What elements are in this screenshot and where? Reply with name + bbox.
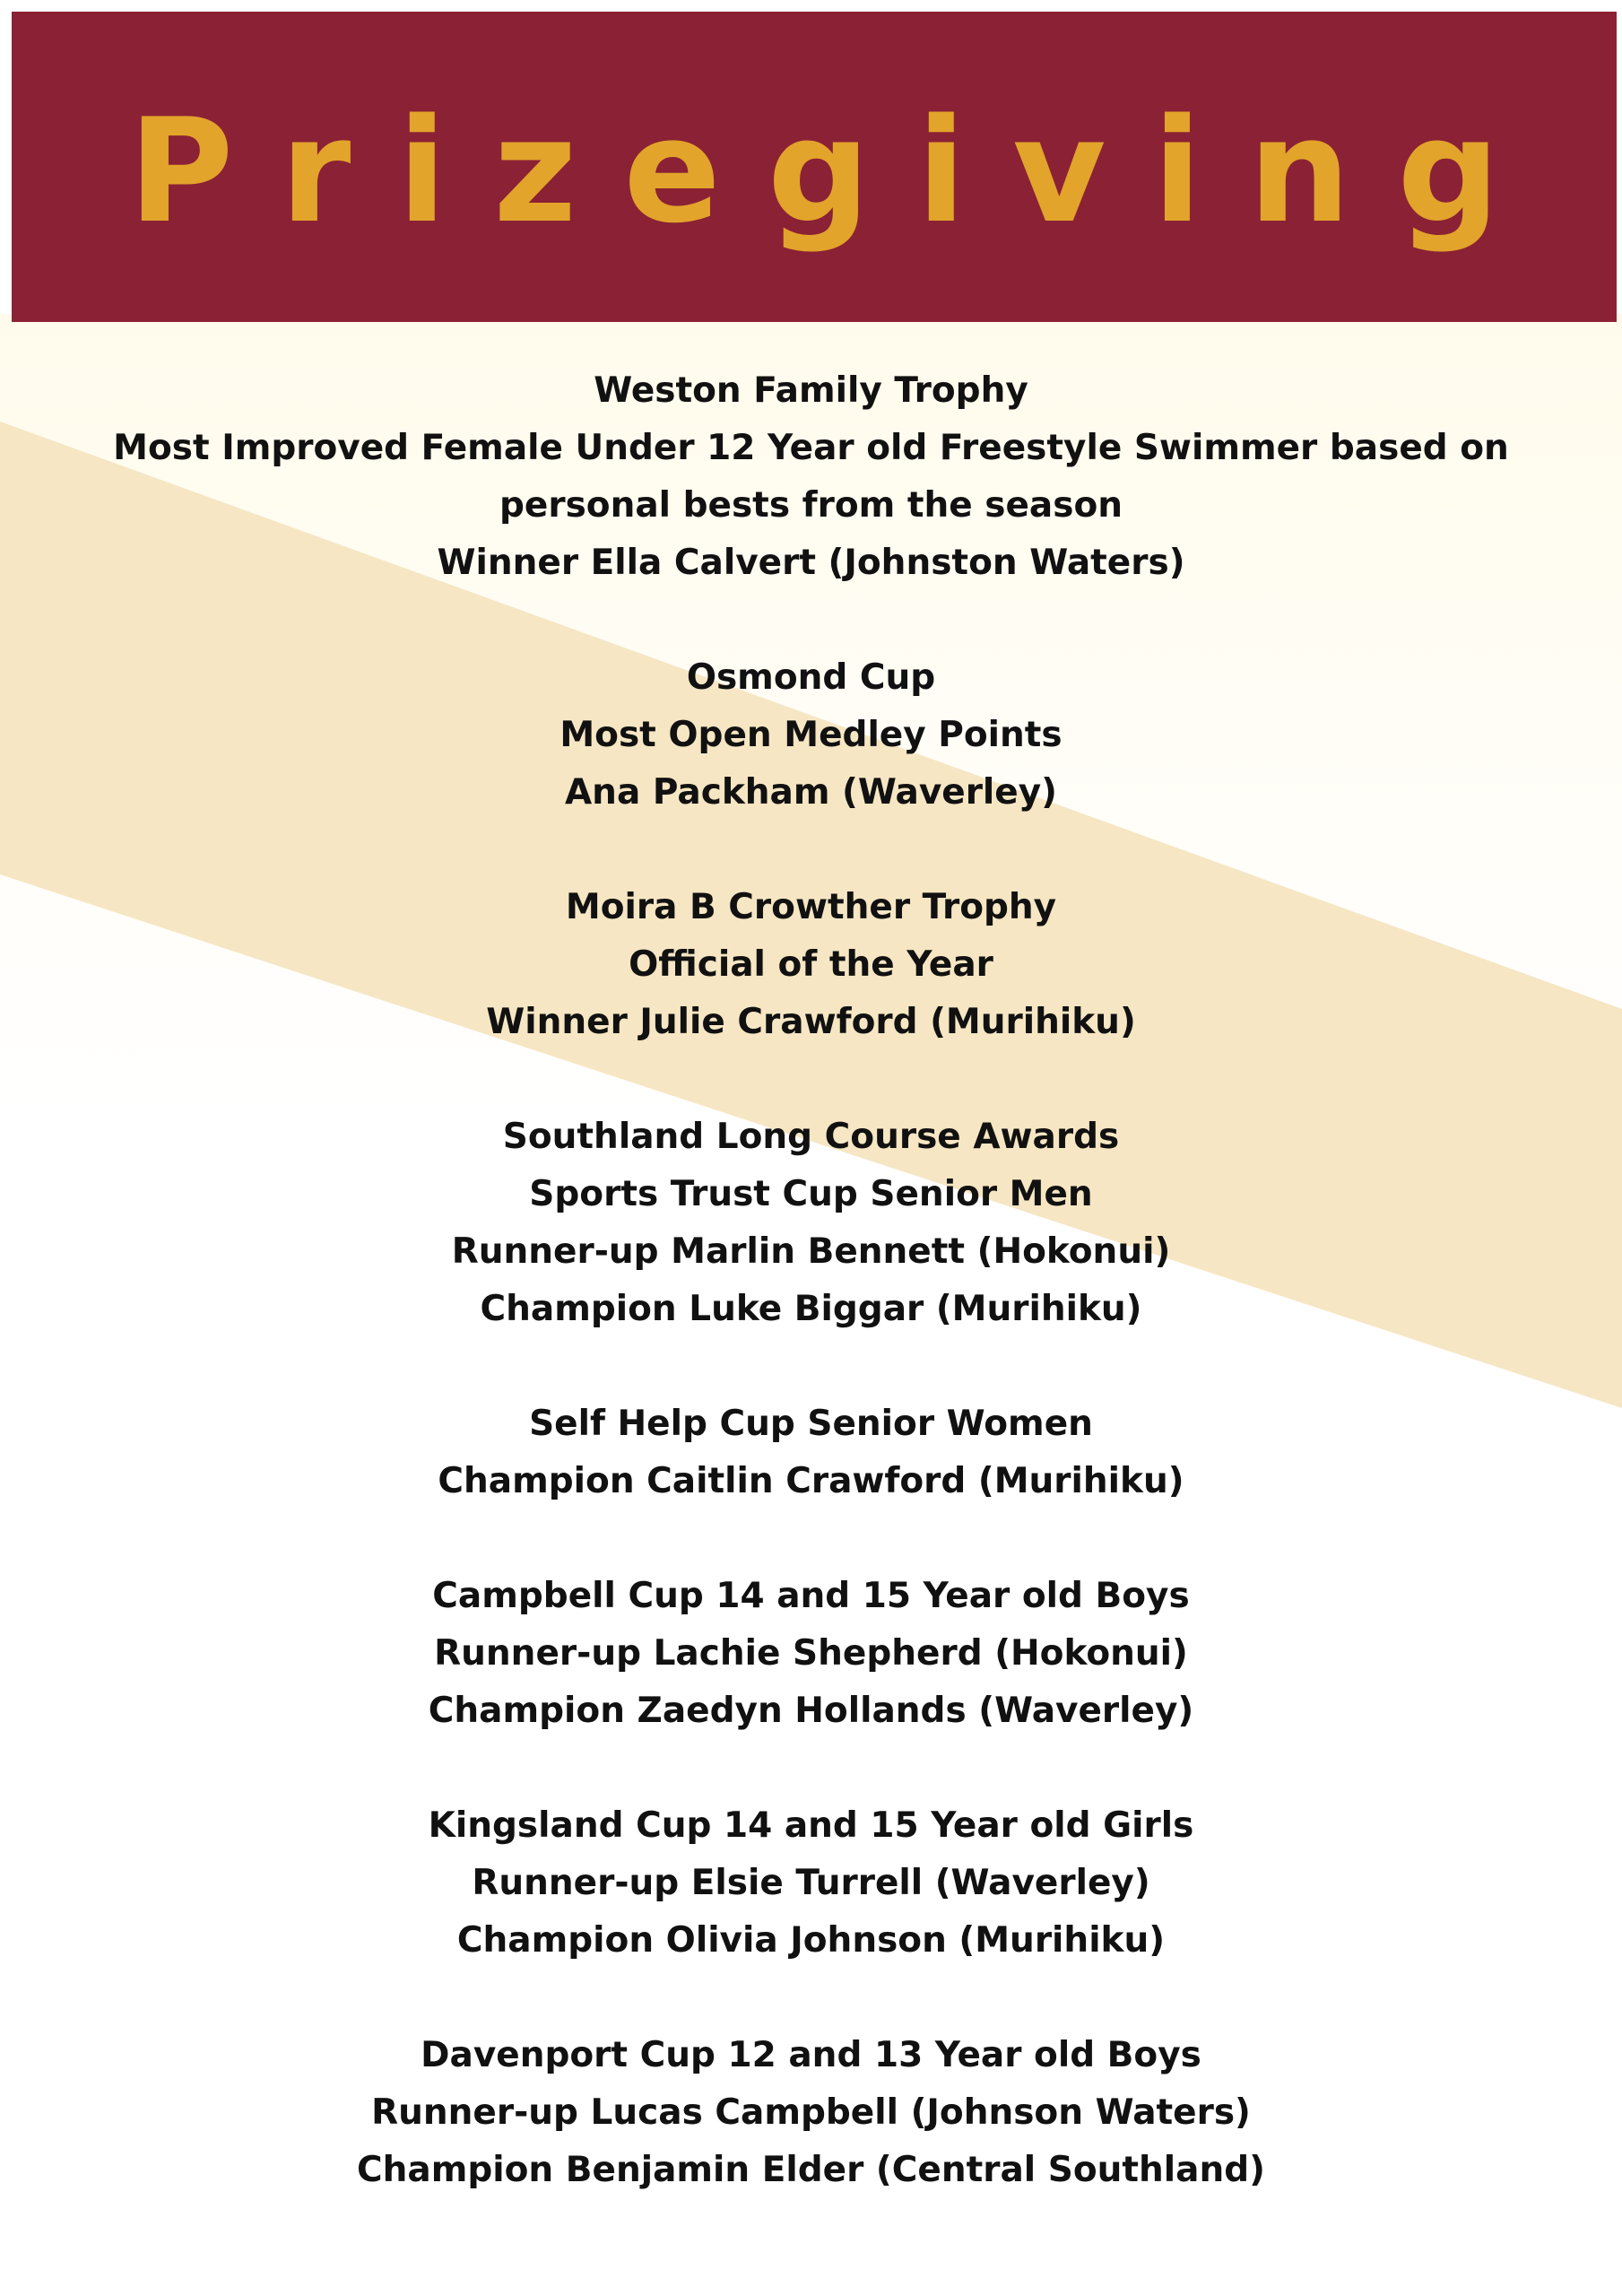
award-description: Official of the Year — [629, 944, 993, 985]
award-champion: Champion Zaedyn Hollands (Waverley) — [428, 1691, 1194, 1731]
award-description: Most Open Medley Points — [559, 715, 1063, 755]
award-category: Davenport Cup 12 and 13 Year old Boys — [421, 2035, 1201, 2075]
award-section — [0, 1396, 1622, 1510]
award-champion: Champion Olivia Johnson (Murihiku) — [456, 1920, 1166, 1961]
award-winner: Winner Ella Calvert (Johnston Waters) — [437, 543, 1185, 583]
award-section — [0, 649, 1622, 822]
award-name: Moira B Crowther Trophy — [565, 887, 1057, 927]
award-category: Campbell Cup 14 and 15 Year old Boys — [432, 1576, 1190, 1616]
award-name: Southland Long Course Awards — [502, 1117, 1120, 1157]
award-category: Self Help Cup Senior Women — [529, 1404, 1093, 1444]
award-section — [0, 1797, 1622, 1970]
award-name: Osmond Cup — [686, 657, 936, 698]
award-section — [0, 2027, 1622, 2199]
page-title: Prizegiving — [128, 87, 1547, 255]
award-champion: Champion Benjamin Elder (Central Southland) — [357, 2150, 1265, 2190]
award-runner-up: Runner-up Elsie Turrell (Waverley) — [472, 1863, 1150, 1903]
award-category: Kingsland Cup 14 and 15 Year old Girls — [428, 1805, 1194, 1846]
award-winner: Winner Julie Crawford (Murihiku) — [486, 1002, 1136, 1042]
award-section — [0, 1568, 1622, 1740]
award-runner-up: Runner-up Marlin Bennett (Hokonui) — [451, 1231, 1171, 1272]
awards-list — [0, 362, 1622, 2257]
award-section — [0, 362, 1622, 592]
award-champion: Champion Luke Biggar (Murihiku) — [480, 1289, 1142, 1329]
award-category: Sports Trust Cup Senior Men — [529, 1174, 1093, 1214]
award-description: Most Improved Female Under 12 Year old Freestyle Swimmer based on personal bests from the season — [113, 428, 1509, 526]
award-winner: Ana Packham (Waverley) — [565, 772, 1057, 813]
award-champion: Champion Caitlin Crawford (Murihiku) — [438, 1461, 1184, 1501]
award-section — [0, 1109, 1622, 1338]
award-runner-up: Runner-up Lachie Shepherd (Hokonui) — [434, 1633, 1188, 1674]
header-banner — [12, 12, 1617, 322]
award-runner-up: Runner-up Lucas Campbell (Johnson Waters) — [371, 2092, 1251, 2133]
award-section — [0, 879, 1622, 1051]
award-name: Weston Family Trophy — [594, 370, 1028, 411]
